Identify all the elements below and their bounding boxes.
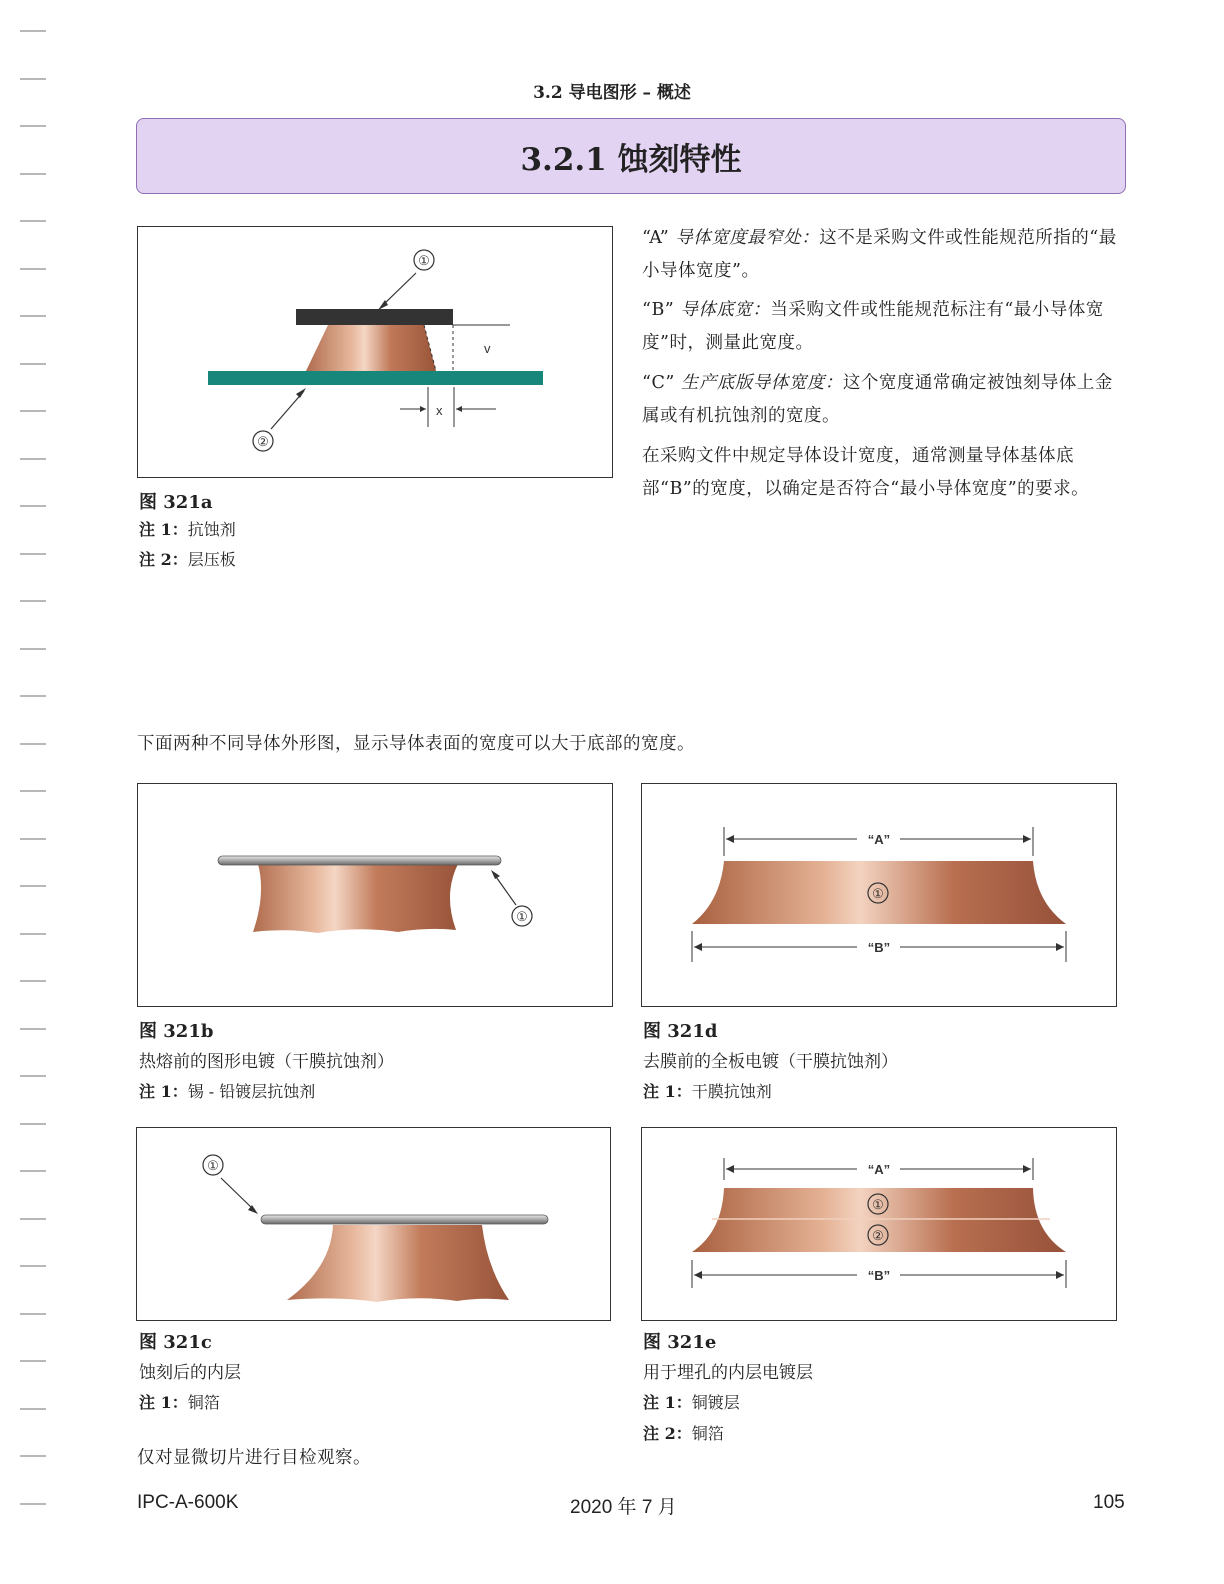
figure-321c	[136, 1127, 611, 1321]
banner-title: 3.2.1 蚀刻特性	[520, 141, 742, 178]
callout-2: ②	[257, 435, 269, 450]
figure-321e	[641, 1127, 1117, 1321]
callout-1: ①	[516, 910, 528, 925]
svg-text:“A”: “A”	[867, 832, 891, 847]
svg-text:“B”: “B”	[867, 1268, 891, 1283]
figure-321d-drawing	[642, 784, 1116, 1006]
closing-text: 仅对显微切片进行目检观察。	[137, 1448, 371, 1468]
figure-321e-drawing	[642, 1128, 1116, 1320]
laminate-layer	[208, 371, 543, 385]
figure-321a-note-1: 注 1：抗蚀剂	[139, 520, 236, 539]
definition-a: “A” 导体宽度最窄处：这不是采购文件或性能规范所指的“最小导体宽度”。	[642, 228, 1117, 281]
resist-layer	[296, 309, 453, 325]
callout-1: ①	[872, 887, 884, 902]
figure-321b-drawing	[138, 784, 612, 1006]
figure-321b	[137, 783, 613, 1007]
figure-321c-note-1: 注 1：铜箔	[139, 1393, 220, 1412]
figure-321e-note-1: 注 1：铜镀层	[643, 1393, 740, 1412]
intro-text: 下面两种不同导体外形图，显示导体表面的宽度可以大于底部的宽度。	[137, 734, 695, 754]
figure-321d-caption: 去膜前的全板电镀（干膜抗蚀剂）	[643, 1052, 898, 1072]
footer-date: 2020 年 7 月	[570, 1497, 677, 1518]
margin-tick-marks	[20, 30, 50, 1550]
svg-text:x: x	[436, 403, 443, 418]
callout-1: ①	[418, 254, 430, 269]
conductor-shape	[306, 325, 436, 371]
definition-b: “B” 导体底宽：当采购文件或性能规范标注有“最小导体宽度”时，测量此宽度。	[642, 300, 1104, 353]
figure-321a-note-2: 注 2：层压板	[139, 550, 236, 569]
footer-doc-id: IPC-A-600K	[137, 1492, 239, 1513]
figure-321c-title: 图 321c	[139, 1332, 212, 1353]
design-width-paragraph: 在采购文件中规定导体设计宽度，通常测量导体基体底部“B”的宽度，以确定是否符合“最小导体宽度”的要求。	[642, 446, 1090, 499]
figure-321a	[137, 226, 613, 478]
section-header: 3.2 导电图形 – 概述	[533, 83, 691, 103]
callout-1: ①	[872, 1198, 884, 1213]
figure-321e-title: 图 321e	[643, 1332, 717, 1353]
figure-321c-caption: 蚀刻后的内层	[139, 1363, 241, 1383]
callout-2: ②	[872, 1229, 884, 1244]
svg-text:“B”: “B”	[867, 940, 891, 955]
figure-321a-drawing	[138, 227, 612, 477]
callout-1: ①	[207, 1159, 219, 1174]
figure-321d-title: 图 321d	[643, 1021, 718, 1042]
figure-321b-caption: 热熔前的图形电镀（干膜抗蚀剂）	[139, 1052, 394, 1072]
figure-321d	[641, 783, 1117, 1007]
footer-page-number: 105	[1093, 1492, 1125, 1513]
figure-321a-title: 图 321a	[139, 492, 213, 513]
section-banner	[136, 118, 1126, 194]
figure-321b-note-1: 注 1：锡 - 铅镀层抗蚀剂	[139, 1082, 316, 1101]
figure-321e-note-2: 注 2：铜箔	[643, 1424, 724, 1443]
figure-321b-title: 图 321b	[139, 1021, 214, 1042]
figure-321d-note-1: 注 1：干膜抗蚀剂	[643, 1082, 772, 1101]
figure-321c-drawing	[137, 1128, 610, 1320]
definition-c: “C” 生产底版导体宽度：这个宽度通常确定被蚀刻导体上金属或有机抗蚀剂的宽度。	[642, 373, 1113, 426]
figure-321e-caption: 用于埋孔的内层电镀层	[643, 1363, 813, 1383]
svg-text:v: v	[484, 341, 491, 356]
svg-text:“A”: “A”	[867, 1162, 891, 1177]
